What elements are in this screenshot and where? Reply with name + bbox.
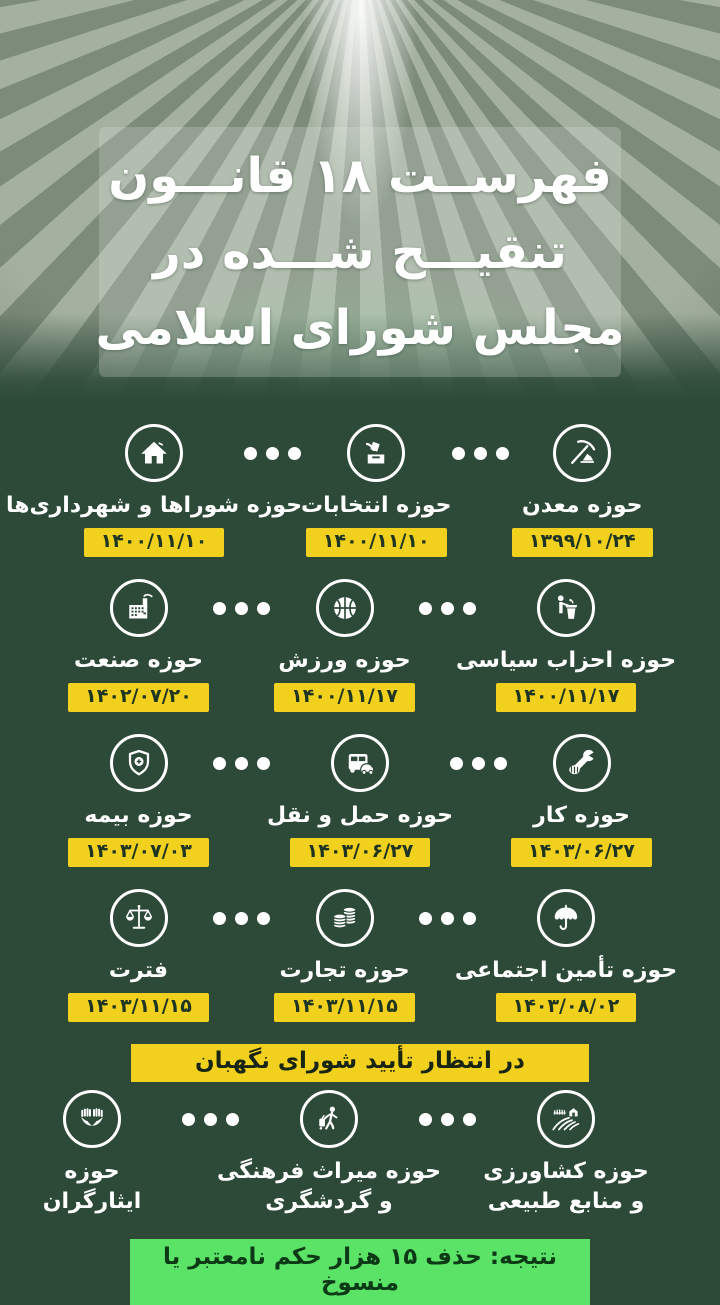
dots-separator: [452, 447, 509, 460]
scales-icon: [110, 889, 168, 947]
sector-row-3: [0, 734, 720, 867]
elections-date-badge: ۱۴۰۰/۱۱/۱۰: [306, 528, 447, 557]
political-parties-label: حوزه احزاب سیاسی: [455, 648, 677, 673]
fatrat-label: فترت: [108, 958, 169, 983]
sector-item-veterans: [2, 1090, 182, 1217]
hands-heart-icon: [63, 1090, 121, 1148]
councils-date-badge: ۱۴۰۰/۱۱/۱۰: [84, 528, 225, 557]
sector-item-elections: [301, 424, 452, 557]
result-banner: نتیجه: حذف ۱۵ هزار حکم نامعتبر یا منسوخ: [130, 1239, 590, 1305]
dots-separator: [450, 757, 507, 770]
dots-separator: [419, 912, 476, 925]
sector-item-political-parties: [455, 579, 677, 712]
sector-row-pending: [0, 1090, 720, 1217]
dots-separator: [213, 602, 270, 615]
transport-label: حوزه حمل و نقل: [267, 803, 453, 828]
transport-date-badge: ۱۴۰۳/۰۶/۲۷: [290, 838, 431, 867]
sector-item-fatrat: [64, 889, 213, 1022]
title-panel: [95, 127, 625, 377]
factory-icon: [110, 579, 168, 637]
sector-item-transport: [267, 734, 453, 867]
mining-label: حوزه معدن: [522, 493, 643, 518]
house-icon: [125, 424, 183, 482]
sector-grid: [0, 402, 720, 1022]
sports-date-badge: ۱۴۰۰/۱۱/۱۷: [274, 683, 415, 712]
industry-label: حوزه صنعت: [74, 648, 203, 673]
shield-plus-icon: [110, 734, 168, 792]
sector-item-mining: [509, 424, 657, 557]
sector-row-1: [0, 424, 720, 557]
dots-separator: [213, 912, 270, 925]
social-security-date-badge: ۱۴۰۳/۰۸/۰۲: [496, 993, 637, 1022]
dots-separator: [419, 602, 476, 615]
traveler-icon: [300, 1090, 358, 1148]
dots-separator: [182, 1113, 239, 1126]
dots-separator: [419, 1113, 476, 1126]
dots-separator: [244, 447, 301, 460]
labor-label: حوزه کار: [533, 803, 630, 828]
title-line-1: فهرســت ۱۸ قانـــون: [108, 148, 612, 204]
sector-item-labor: [507, 734, 656, 867]
elections-label: حوزه انتخابات: [301, 493, 452, 518]
basketball-icon: [316, 579, 374, 637]
trade-date-badge: ۱۴۰۳/۱۱/۱۵: [274, 993, 415, 1022]
bus-icon: [331, 734, 389, 792]
farm-icon: [537, 1090, 595, 1148]
sector-item-insurance: [64, 734, 213, 867]
coins-icon: [316, 889, 374, 947]
industry-date-badge: ۱۴۰۲/۰۷/۲۰: [68, 683, 209, 712]
social-security-label: حوزه تأمین اجتماعی: [454, 958, 678, 983]
councils-label: حوزه شوراها و شهرداری‌ها: [5, 493, 303, 518]
sector-row-4: [0, 889, 720, 1022]
insurance-label: حوزه بیمه: [84, 803, 193, 828]
umbrella-icon: [537, 889, 595, 947]
political-parties-date-badge: ۱۴۰۰/۱۱/۱۷: [496, 683, 637, 712]
pickaxe-icon: [553, 424, 611, 482]
sector-row-2: [0, 579, 720, 712]
agriculture-label: حوزه کشاورزی و منابع طبیعی: [483, 1159, 649, 1214]
heritage-tourism-label: حوزه میراث فرهنگی و گردشگری: [217, 1159, 441, 1214]
pending-approval-banner: در انتظار تأیید شورای نگهبان: [131, 1044, 589, 1082]
sector-item-heritage-tourism: [217, 1090, 441, 1217]
title-line-3: مجلس شورای اسلامی: [95, 300, 625, 356]
ballot-box-icon: [347, 424, 405, 482]
labor-date-badge: ۱۴۰۳/۰۶/۲۷: [511, 838, 652, 867]
sector-item-industry: [64, 579, 213, 712]
sector-item-councils: [5, 424, 303, 557]
parliament-photo: [0, 0, 720, 402]
title-line-2: تنقیـــح شـــده در: [153, 224, 567, 280]
trade-label: حوزه تجارت: [279, 958, 410, 983]
insurance-date-badge: ۱۴۰۳/۰۷/۰۳: [68, 838, 209, 867]
fatrat-date-badge: ۱۴۰۳/۱۱/۱۵: [68, 993, 209, 1022]
sector-item-social-security: [454, 889, 678, 1022]
dots-separator: [213, 757, 270, 770]
podium-speaker-icon: [537, 579, 595, 637]
sports-label: حوزه ورزش: [278, 648, 411, 673]
sector-item-sports: [270, 579, 419, 712]
veterans-label: حوزه ایثارگران: [42, 1159, 142, 1214]
wrench-icon: [553, 734, 611, 792]
mining-date-badge: ۱۳۹۹/۱۰/۲۴: [512, 528, 653, 557]
sector-item-trade: [270, 889, 419, 1022]
sector-item-agriculture: [476, 1090, 656, 1217]
